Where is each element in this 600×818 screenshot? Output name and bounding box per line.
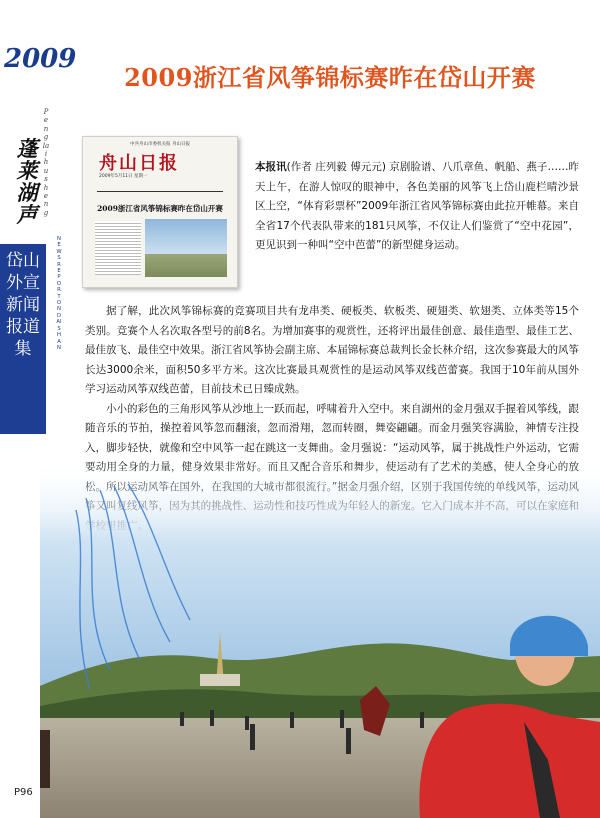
clipping-date: 2009年5月11日 星期一 <box>99 174 148 179</box>
lead-label: 本报讯 <box>255 161 287 173</box>
article-title: 2009浙江省风筝锦标赛昨在岱山开赛 <box>124 63 536 92</box>
clipping-divider <box>97 191 223 192</box>
sidebar-pinyin: Peng lai hu sheng <box>42 108 50 217</box>
sidebar-column-title: 蓬莱湖声 <box>16 136 38 227</box>
lead-paragraph <box>255 158 579 256</box>
body-paragraph-1: 据了解，此次风筝锦标赛的竞赛项目共有龙串类、硬板类、软板类、硬翅类、软翅类、立体类等15个类别。竞赛个人名次取各型号的前8名。为增加赛事的观赏性，还将评出最佳创意、最佳造型、最佳工艺、最佳放飞、最佳空中效果。浙江省风筝协会副主席、本届锦标赛总裁判长金长林介绍，这次参赛最大的风筝长达3000余米，面积50多平方米。这次比赛最具观赏性的是运动风筝双线芭蕾赛。我国于10年前从国外学习运动风筝双线芭蕾，目前技术已日臻成熟。 <box>85 305 579 395</box>
photo-building <box>200 674 240 686</box>
clipping-masthead-small: 中共舟山市委机关报 舟山日报 <box>130 142 190 147</box>
lead-text: (作者 庄列毅 傅元元) 京剧脸谱、八爪章鱼、帆船、燕子……昨天上午，在游人惊叹的眼神中，各色美丽的风筝飞上岱山鹿栏晴沙景区上空，“体育彩票杯”2009年浙江省风筝锦标赛由此拉开帷幕。来自全省17个代表队带来的181只风筝，不仅让人们鉴赏了“空中花园”，更见识到一种叫“空中芭蕾”的新型健身运动。 <box>255 161 579 251</box>
page-number: P96 <box>14 787 33 798</box>
newspaper-clipping <box>82 136 238 288</box>
body-paragraph-2: 小小的彩色的三角形风筝从沙地上一跃而起，呼啸着升入空中。来自湖州的金月强双手握着风筝线，跟随音乐的节拍，操控着风筝忽而翻滚，忽而滑翔，忽而转圈，舞姿翩翩。而金月强笑容满脸，神情专注投入，脚步轻快，就像和空中风筝一起在跳这一支舞曲。金月强说：“运动风筝，属于挑战性户外运动，它需 <box>85 402 579 454</box>
clipping-paper-name: 舟山日报 <box>99 153 179 174</box>
sidebar-year: 2009 <box>4 44 77 74</box>
clipping-headline: 2009浙江省风筝锦标赛昨在岱山开赛 <box>97 204 223 213</box>
clipping-body-text <box>95 221 141 275</box>
kite-festival-photo <box>40 460 600 818</box>
sidebar-band-title: 岱山外宣新闻报道集 <box>6 251 40 359</box>
clipping-photo <box>145 219 227 277</box>
sidebar-news-caption: NEWS REPORT ON DAISHAN <box>56 236 62 351</box>
photo-spectator <box>40 730 50 788</box>
